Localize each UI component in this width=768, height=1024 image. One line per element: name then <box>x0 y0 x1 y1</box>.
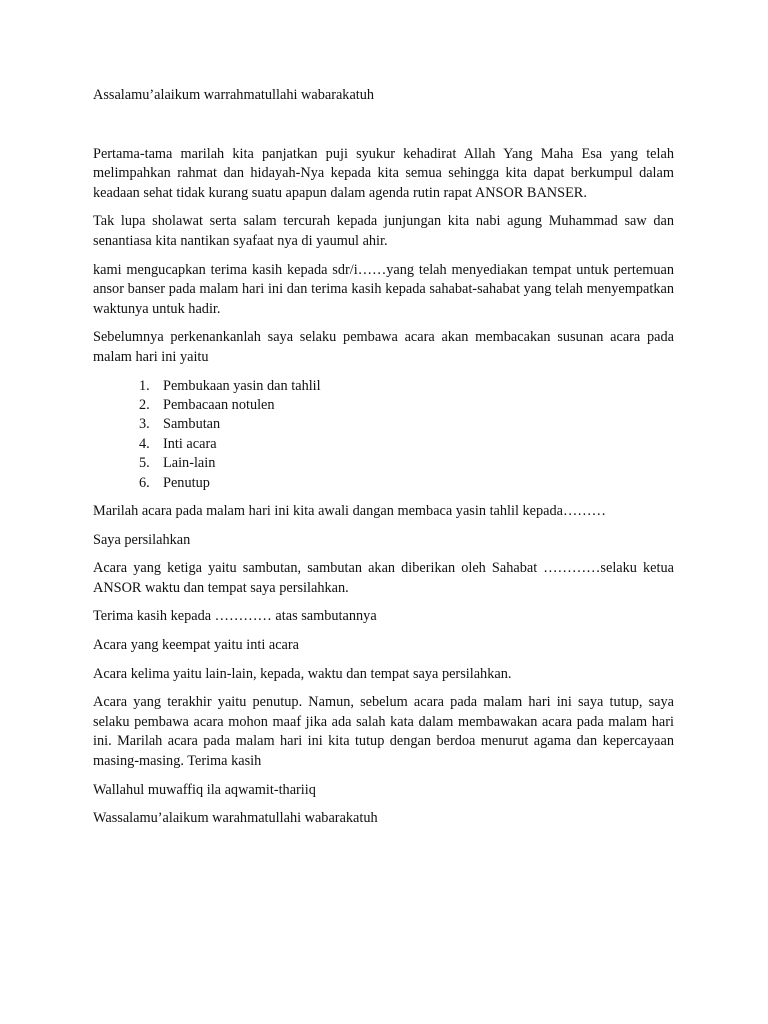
agenda-list <box>93 377 674 493</box>
list-item <box>93 474 674 493</box>
list-item-number: 1. <box>139 377 150 394</box>
greeting: Assalamu’alaikum warrahmatullahi wabarakatuh <box>93 87 375 103</box>
paragraph-opening: Pertama-tama marilah kita panjatkan puji syukur kehadirat Allah Yang Maha Esa yang telah melimpahkan rahmat dan hidayah-Nya kepada kita semua sehingga kita dapat berkumpul dalam keadaan sehat tidak kurang suatu apapun dalam agenda rutin rapat ANSOR BANSER. <box>93 145 674 201</box>
paragraph-closing-prayer: Wallahul muwaffiq ila aqwamit-thariiq <box>93 781 316 798</box>
paragraph-persilahkan: Saya persilahkan <box>93 531 191 548</box>
list-item <box>93 435 674 454</box>
paragraph-sambutan: Acara yang ketiga yaitu sambutan, sambutan akan diberikan oleh Sahabat …………selaku ketua ANSOR waktu dan tempat saya persilahkan. <box>93 560 674 596</box>
list-item-number: 6. <box>139 474 150 491</box>
document-page <box>93 86 674 838</box>
list-item-text: Inti acara <box>163 435 217 452</box>
paragraph-sholawat: Tak lupa sholawat serta salam tercurah kepada junjungan kita nabi agung Muhammad saw dan senantiasa kita nantikan syafaat nya di yaumul ahir. <box>93 213 674 249</box>
list-item <box>93 377 674 396</box>
paragraph-lain-lain: Acara kelima yaitu lain-lain, kepada, waktu dan tempat saya persilahkan. <box>93 665 512 682</box>
list-item-number: 3. <box>139 416 150 433</box>
closing-greeting: Wassalamu’alaikum warahmatullahi wabarakatuh <box>93 810 378 827</box>
paragraph-thanks: kami mengucapkan terima kasih kepada sdr/i……yang telah menyediakan tempat untuk pertemuan ansor banser pada malam hari ini dan terima kasih kepada sahabat-sahabat yang telah menyempatkan waktunya untuk hadir. <box>93 261 674 317</box>
list-item-number: 4. <box>139 435 150 452</box>
list-item <box>93 454 674 473</box>
list-item <box>93 396 674 415</box>
paragraph-penutup: Acara yang terakhir yaitu penutup. Namun, sebelum acara pada malam hari ini saya tutup, saya selaku pembawa acara mohon maaf jika ada salah kata dalam membawakan acara pada malam hari ini. Marilah acara pada malam hari ini kita tutup dengan berdoa menurut agama dan kepercayaan masing-masing. Terima kasih <box>93 694 674 769</box>
list-item-text: Pembukaan yasin dan tahlil <box>163 377 321 394</box>
paragraph-yasin: Marilah acara pada malam hari ini kita awali dangan membaca yasin tahlil kepada……… <box>93 502 606 519</box>
list-item-number: 5. <box>139 455 150 472</box>
list-item-text: Sambutan <box>163 416 221 433</box>
list-item-text: Pembacaan notulen <box>163 396 275 413</box>
list-item-text: Lain-lain <box>163 455 216 472</box>
paragraph-inti-acara: Acara yang keempat yaitu inti acara <box>93 636 300 653</box>
list-item-number: 2. <box>139 396 150 413</box>
list-item <box>93 415 674 434</box>
list-item-text: Penutup <box>163 474 210 491</box>
paragraph-terima-kasih: Terima kasih kepada ………… atas sambutannya <box>93 608 377 625</box>
paragraph-agenda-intro: Sebelumnya perkenankanlah saya selaku pembawa acara akan membacakan susunan acara pada malam hari ini yaitu <box>93 329 674 365</box>
